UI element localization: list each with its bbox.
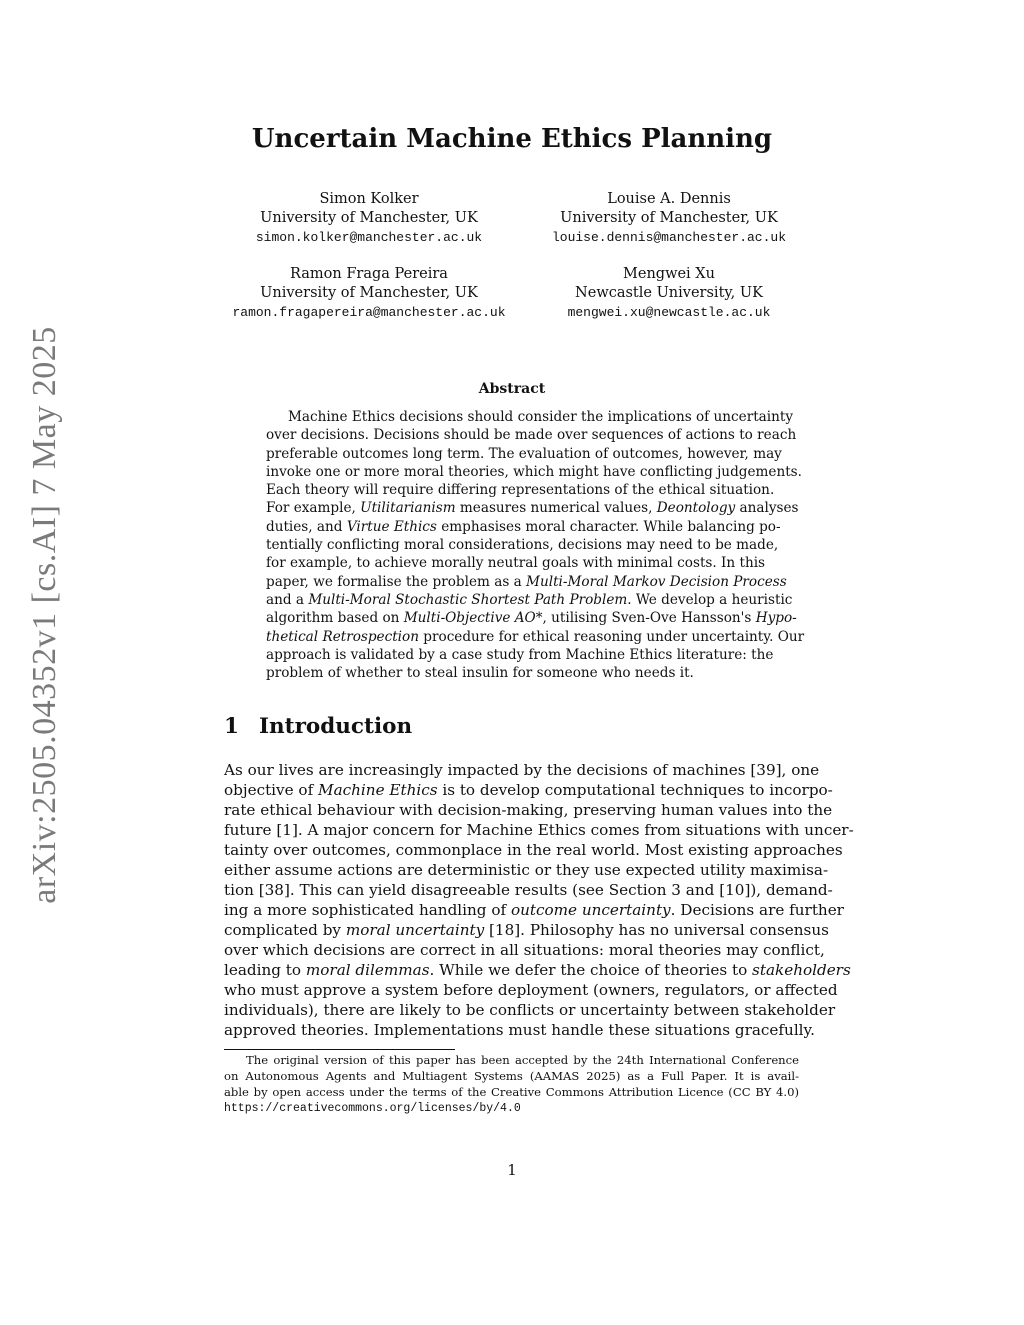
- author-affiliation: University of Manchester, UK: [260, 285, 478, 301]
- author-name: Louise A. Dennis: [607, 191, 731, 207]
- text-segment: problem of whether to steal insulin for someone who needs it.: [266, 665, 694, 682]
- section-heading: [224, 714, 412, 739]
- abstract-body: [266, 408, 805, 682]
- text-line: [266, 609, 797, 627]
- text-line: [224, 800, 833, 820]
- text-segment: emphasises moral character. While balancing po-: [436, 518, 781, 535]
- text-line: [224, 960, 851, 980]
- emphasis-text: Multi-Moral Markov Decision Process: [526, 573, 787, 590]
- text-segment: As our lives are increasingly impacted by the decisions of machines [39], one: [224, 761, 820, 779]
- author-block: [489, 265, 849, 322]
- author-affiliation: University of Manchester, UK: [560, 210, 778, 226]
- text-line: [224, 1085, 799, 1101]
- text-line: [266, 408, 794, 426]
- author-affiliation: University of Manchester, UK: [260, 210, 478, 226]
- text-line: [224, 880, 833, 900]
- emphasis-text: Hypo-: [755, 610, 797, 627]
- text-segment: who must approve a system before deployment (owners, regulators, or affected: [224, 981, 838, 999]
- text-line: [266, 628, 805, 646]
- text-segment: able by open access under the terms of the Creative Commons Attribution Licence (CC BY 4.0): [224, 1084, 799, 1099]
- author-affiliation: Newcastle University, UK: [575, 285, 763, 301]
- section-number: 1: [224, 714, 239, 739]
- text-segment: either assume actions are deterministic or they use expected utility maximisa-: [224, 861, 829, 879]
- text-line: [266, 463, 802, 481]
- text-line: [224, 1000, 836, 1020]
- text-segment: invoke one or more moral theories, which might have conflicting judgements.: [266, 463, 802, 480]
- author-email[interactable]: ramon.fragapereira@manchester.ac.uk: [232, 305, 506, 320]
- footnote: [224, 1053, 799, 1117]
- text-segment: . While we defer the choice of theories to: [429, 961, 753, 979]
- text-segment: individuals), there are likely to be conflicts or uncertainty between stakeholder: [224, 1001, 836, 1019]
- text-line: [224, 900, 844, 920]
- text-line: [266, 591, 793, 609]
- emphasis-text: outcome uncertainty: [510, 901, 671, 919]
- emphasis-text: Deontology: [656, 500, 736, 517]
- text-line: [224, 820, 854, 840]
- emphasis-text: moral uncertainty: [345, 921, 485, 939]
- text-segment: algorithm based on: [266, 610, 404, 627]
- text-segment: future [1]. A major concern for Machine Ethics comes from situations with uncer-: [224, 821, 854, 839]
- arxiv-stamp: arXiv:2505.04352v1 [cs.AI] 7 May 2025: [26, 326, 63, 904]
- text-segment: complicated by: [224, 921, 346, 939]
- text-line: [266, 554, 766, 572]
- text-line: [224, 780, 833, 800]
- text-line: [224, 1053, 799, 1069]
- author-email[interactable]: louise.dennis@manchester.ac.uk: [551, 230, 787, 245]
- text-segment: . Decisions are further: [670, 901, 844, 919]
- text-segment: approach is validated by a case study from Machine Ethics literature: the: [266, 646, 774, 663]
- text-segment: tentially conflicting moral considerations, decisions may need to be made,: [266, 537, 779, 554]
- text-segment: over decisions. Decisions should be made over sequences of actions to reach: [266, 427, 797, 444]
- text-line: [224, 860, 829, 880]
- emphasis-text: Multi-Objective AO*: [403, 610, 543, 627]
- text-segment: and a: [266, 591, 309, 608]
- text-segment: is to develop computational techniques to incorpo-: [437, 781, 833, 799]
- text-segment: tion [38]. This can yield disagreeable results (see Section 3 and [10]), demand-: [224, 881, 833, 899]
- text-segment: [18]. Philosophy has no universal consensus: [484, 921, 829, 939]
- text-segment: objective of: [224, 781, 319, 799]
- text-line: [266, 664, 757, 682]
- text-segment: For example,: [266, 500, 361, 517]
- emphasis-text: moral dilemmas: [305, 961, 430, 979]
- text-line: [224, 840, 843, 860]
- text-segment: . We develop a heuristic: [627, 591, 793, 608]
- emphasis-text: Multi-Moral Stochastic Shortest Path Problem: [308, 591, 628, 608]
- text-segment: The original version of this paper has been accepted by the 24th International Conference: [246, 1053, 799, 1067]
- text-line: [266, 573, 787, 591]
- text-line: [266, 445, 782, 463]
- text-line: [224, 920, 829, 940]
- text-segment: approved theories. Implementations must handle these situations gracefully.: [224, 1021, 815, 1039]
- text-segment: procedure for ethical reasoning under uncertainty. Our: [418, 628, 805, 645]
- emphasis-text: Virtue Ethics: [346, 518, 437, 535]
- text-segment: for example, to achieve morally neutral goals with minimal costs. In this: [266, 555, 766, 572]
- text-segment: ing a more sophisticated handling of: [224, 901, 511, 919]
- emphasis-text: thetical Retrospection: [266, 628, 419, 645]
- text-line: [224, 980, 838, 1000]
- author-name: Simon Kolker: [319, 191, 419, 207]
- text-segment: on Autonomous Agents and Multiagent Systems (AAMAS 2025) as a Full Paper. It is avail-: [224, 1068, 799, 1083]
- author-email[interactable]: mengwei.xu@newcastle.ac.uk: [567, 305, 771, 320]
- text-line: [224, 1100, 799, 1117]
- text-segment: Machine Ethics decisions should consider the implications of uncertainty: [288, 409, 794, 425]
- text-segment: tainty over outcomes, commonplace in the real world. Most existing approaches: [224, 841, 843, 859]
- text-line: [266, 646, 774, 664]
- author-name: Mengwei Xu: [623, 266, 715, 282]
- abstract-heading: Abstract: [478, 381, 546, 397]
- emphasis-text: Machine Ethics: [318, 781, 438, 799]
- text-line: [266, 536, 779, 554]
- introduction-body: [224, 760, 854, 1040]
- text-segment: analyses: [735, 500, 799, 517]
- author-name: Ramon Fraga Pereira: [290, 266, 448, 282]
- text-line: [224, 1069, 799, 1085]
- text-line: [224, 940, 825, 960]
- paper-title: Uncertain Machine Ethics Planning: [251, 124, 773, 154]
- text-segment: duties, and: [266, 518, 347, 535]
- page-number: 1: [507, 1161, 517, 1179]
- emphasis-text: Utilitarianism: [360, 500, 456, 517]
- license-link[interactable]: https://creativecommons.org/licenses/by/4.0: [224, 1102, 521, 1116]
- footnote-rule: [224, 1049, 455, 1050]
- text-segment: measures numerical values,: [455, 500, 657, 517]
- text-segment: leading to: [224, 961, 306, 979]
- text-segment: Each theory will require differing representations of the ethical situation.: [266, 482, 775, 499]
- text-segment: over which decisions are correct in all situations: moral theories may conflict,: [224, 941, 825, 959]
- text-line: [224, 1020, 815, 1040]
- text-segment: paper, we formalise the problem as a: [266, 573, 527, 590]
- text-line: [224, 760, 820, 780]
- text-line: [266, 426, 797, 444]
- text-segment: preferable outcomes long term. The evaluation of outcomes, however, may: [266, 445, 782, 462]
- text-line: [266, 481, 775, 499]
- author-email[interactable]: simon.kolker@manchester.ac.uk: [255, 230, 483, 245]
- text-segment: rate ethical behaviour with decision-making, preserving human values into the: [224, 801, 833, 819]
- section-title: Introduction: [258, 714, 413, 739]
- text-line: [266, 518, 781, 536]
- text-line: [266, 499, 799, 517]
- text-segment: , utilising Sven-Ove Hansson's: [542, 610, 756, 627]
- author-block: [489, 190, 849, 247]
- emphasis-text: stakeholders: [752, 961, 851, 979]
